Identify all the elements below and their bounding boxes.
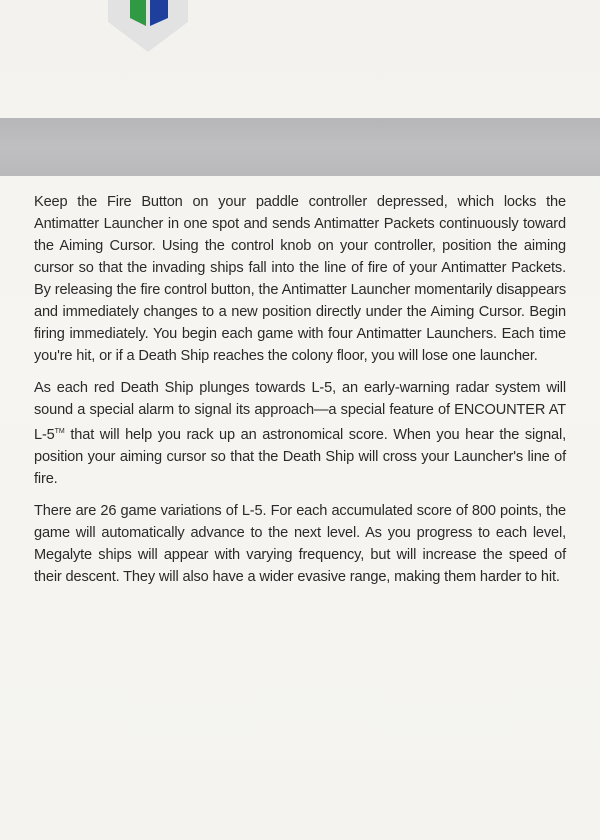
paragraph-fire-button: Keep the Fire Button on your paddle controller depressed, which locks the Antimatter Launcher in one spot and sends Antimatter Packets continuously toward the Aiming Cursor. Using the control knob on your controller, position the aiming cursor so that the invading ships fall into the line of fire of your Antimatter Packets. By releasing the fire control button, the Antimatter Launcher momentarily disappears and immediately changes to a new position directly under the Aiming Cursor. Begin firing immediately. You begin each game with four Antimatter Launchers. Each time you're hit, or if a Death Ship reaches the colony floor, you will lose one launcher. bbox=[34, 194, 566, 364]
paragraph-game-variations: There are 26 game variations of L-5. For each accumulated score of 800 points, the game will automatically advance to the next level. As you progress to each level, Megalyte ships will appear with varying frequency, but will increase the speed of their descent. They will also have a wider evasive range, making them harder to hit. bbox=[34, 502, 566, 585]
header-band bbox=[0, 118, 600, 176]
paragraph-death-ship-text: As each red Death Ship plunges towards L-5, an early-warning radar system will sound a special alarm to signal its approach—a special feature of ENCOUNTER AT L-5 bbox=[34, 380, 566, 443]
publisher-logo-icon bbox=[104, 0, 192, 52]
trademark-mark: TM bbox=[54, 428, 65, 435]
paragraph-death-ship bbox=[34, 377, 566, 490]
paragraph-death-ship-text-continued: that will help you rack up an astronomical score. When you hear the signal, position your aiming cursor so that the Death Ship will cross your Launcher's line of fire. bbox=[34, 426, 566, 487]
instructions-text bbox=[34, 191, 566, 598]
